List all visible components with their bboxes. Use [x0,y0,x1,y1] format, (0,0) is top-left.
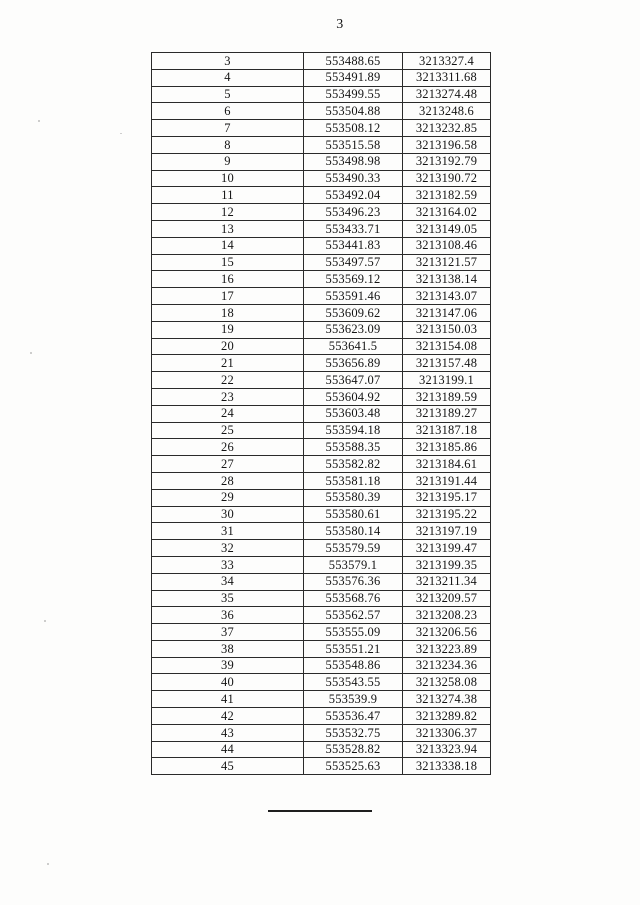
table-cell: 3213327.4 [403,53,491,70]
table-row [152,573,491,590]
table-cell: 3213121.57 [403,254,491,271]
table-row [152,338,491,355]
table-cell: 553525.63 [304,758,403,775]
table-row [152,53,491,70]
table-cell: 553591.46 [304,288,403,305]
table-row [152,439,491,456]
table-cell: 553508.12 [304,120,403,137]
table-row [152,523,491,540]
table-row [152,220,491,237]
table-cell: 553594.18 [304,422,403,439]
table-cell: 3213189.27 [403,405,491,422]
table-cell: 24 [152,405,304,422]
table-cell: 40 [152,674,304,691]
table-cell: 18 [152,304,304,321]
table-cell: 553603.48 [304,405,403,422]
table-cell: 3213138.14 [403,271,491,288]
table-cell: 553562.57 [304,607,403,624]
table-cell: 3213192.79 [403,153,491,170]
table-row [152,153,491,170]
table-cell: 3213274.38 [403,691,491,708]
table-cell: 553582.82 [304,456,403,473]
table-cell: 3213187.18 [403,422,491,439]
table-cell: 3213199.47 [403,540,491,557]
table-cell: 553433.71 [304,220,403,237]
table-cell: 553604.92 [304,388,403,405]
scan-artifact [120,133,122,134]
table-cell: 553588.35 [304,439,403,456]
table-cell: 30 [152,506,304,523]
table-cell: 39 [152,657,304,674]
table-row [152,472,491,489]
table-cell: 553492.04 [304,187,403,204]
table-cell: 29 [152,489,304,506]
table-cell: 3213196.58 [403,136,491,153]
table-cell: 553647.07 [304,372,403,389]
table-cell: 3213191.44 [403,472,491,489]
table-cell: 3213323.94 [403,741,491,758]
table-row [152,540,491,557]
table-cell: 3213185.86 [403,439,491,456]
table-cell: 9 [152,153,304,170]
table-row [152,304,491,321]
table-row [152,640,491,657]
table-row [152,674,491,691]
table-cell: 20 [152,338,304,355]
table-cell: 553539.9 [304,691,403,708]
table-row [152,86,491,103]
table-row [152,321,491,338]
table-row [152,624,491,641]
table-cell: 3213195.22 [403,506,491,523]
table-cell: 17 [152,288,304,305]
table-cell: 3213197.19 [403,523,491,540]
table-row [152,355,491,372]
table-cell: 553568.76 [304,590,403,607]
table-cell: 3213208.23 [403,607,491,624]
table-cell: 553488.65 [304,53,403,70]
table-cell: 33 [152,556,304,573]
table-cell: 3213211.34 [403,573,491,590]
table-row [152,758,491,775]
table-cell: 3213143.07 [403,288,491,305]
scan-artifact [47,863,49,865]
table-row [152,204,491,221]
table-row [152,288,491,305]
table-cell: 553580.14 [304,523,403,540]
table-cell: 3213199.35 [403,556,491,573]
table-cell: 553576.36 [304,573,403,590]
separator-line [268,810,372,812]
table-cell: 36 [152,607,304,624]
table-row [152,254,491,271]
table-cell: 35 [152,590,304,607]
table-cell: 10 [152,170,304,187]
page-number: 3 [336,17,344,32]
table-cell: 553490.33 [304,170,403,187]
table-cell: 6 [152,103,304,120]
table-cell: 3213248.6 [403,103,491,120]
table-cell: 553623.09 [304,321,403,338]
table-cell: 3213190.72 [403,170,491,187]
table-row [152,506,491,523]
table-cell: 553581.18 [304,472,403,489]
table-row [152,607,491,624]
table-cell: 3213189.59 [403,388,491,405]
table-cell: 553580.61 [304,506,403,523]
table-cell: 553656.89 [304,355,403,372]
table-cell: 5 [152,86,304,103]
table-cell: 15 [152,254,304,271]
table-cell: 3213274.48 [403,86,491,103]
table-row [152,489,491,506]
table-cell: 553551.21 [304,640,403,657]
table-cell: 3213184.61 [403,456,491,473]
table-row [152,388,491,405]
table-cell: 3 [152,53,304,70]
table-cell: 45 [152,758,304,775]
scan-artifact [38,120,40,122]
table-cell: 553579.1 [304,556,403,573]
table-row [152,103,491,120]
table-row [152,187,491,204]
table-cell: 19 [152,321,304,338]
table-cell: 3213108.46 [403,237,491,254]
table-cell: 3213223.89 [403,640,491,657]
table-cell: 553441.83 [304,237,403,254]
table-cell: 28 [152,472,304,489]
table-cell: 553504.88 [304,103,403,120]
table-cell: 553515.58 [304,136,403,153]
table-cell: 553496.23 [304,204,403,221]
table-row [152,405,491,422]
table-cell: 3213289.82 [403,708,491,725]
table-row [152,724,491,741]
table-cell: 37 [152,624,304,641]
table-cell: 43 [152,724,304,741]
table-row [152,136,491,153]
table-cell: 34 [152,573,304,590]
table-cell: 7 [152,120,304,137]
table-cell: 3213154.08 [403,338,491,355]
table-cell: 27 [152,456,304,473]
table-cell: 553579.59 [304,540,403,557]
table-cell: 3213306.37 [403,724,491,741]
table-cell: 3213234.36 [403,657,491,674]
table-cell: 26 [152,439,304,456]
table-cell: 41 [152,691,304,708]
table-row [152,422,491,439]
table-cell: 553609.62 [304,304,403,321]
table-row [152,69,491,86]
table-cell: 553491.89 [304,69,403,86]
table-cell: 553580.39 [304,489,403,506]
table-row [152,456,491,473]
table-cell: 8 [152,136,304,153]
table-cell: 553569.12 [304,271,403,288]
table-cell: 3213258.08 [403,674,491,691]
table-cell: 3213150.03 [403,321,491,338]
table-row [152,120,491,137]
coordinate-table-body [152,53,491,775]
table-cell: 3213182.59 [403,187,491,204]
table-cell: 3213199.1 [403,372,491,389]
table-cell: 553536.47 [304,708,403,725]
table-row [152,372,491,389]
table-cell: 32 [152,540,304,557]
table-cell: 3213149.05 [403,220,491,237]
scan-artifact [44,620,46,622]
table-cell: 3213164.02 [403,204,491,221]
table-cell: 16 [152,271,304,288]
table-cell: 12 [152,204,304,221]
table-cell: 553641.5 [304,338,403,355]
table-cell: 553499.55 [304,86,403,103]
table-cell: 4 [152,69,304,86]
table-cell: 553497.57 [304,254,403,271]
table-cell: 3213209.57 [403,590,491,607]
table-cell: 3213195.17 [403,489,491,506]
scan-artifact [30,352,32,354]
table-row [152,271,491,288]
table-cell: 11 [152,187,304,204]
table-row [152,657,491,674]
table-row [152,691,491,708]
table-row [152,237,491,254]
table-cell: 3213206.56 [403,624,491,641]
table-cell: 3213338.18 [403,758,491,775]
table-cell: 13 [152,220,304,237]
table-cell: 553528.82 [304,741,403,758]
table-cell: 553548.86 [304,657,403,674]
table-row [152,556,491,573]
table-cell: 23 [152,388,304,405]
table-cell: 44 [152,741,304,758]
table-cell: 14 [152,237,304,254]
coordinate-table [151,52,491,775]
table-cell: 31 [152,523,304,540]
table-cell: 22 [152,372,304,389]
table-cell: 21 [152,355,304,372]
table-cell: 553532.75 [304,724,403,741]
table-row [152,590,491,607]
table-row [152,741,491,758]
table-row [152,170,491,187]
table-cell: 553498.98 [304,153,403,170]
table-row [152,708,491,725]
table-cell: 553543.55 [304,674,403,691]
table-cell: 3213311.68 [403,69,491,86]
table-cell: 42 [152,708,304,725]
table-cell: 553555.09 [304,624,403,641]
table-cell: 38 [152,640,304,657]
table-cell: 3213147.06 [403,304,491,321]
table-cell: 3213157.48 [403,355,491,372]
table-cell: 25 [152,422,304,439]
table-cell: 3213232.85 [403,120,491,137]
